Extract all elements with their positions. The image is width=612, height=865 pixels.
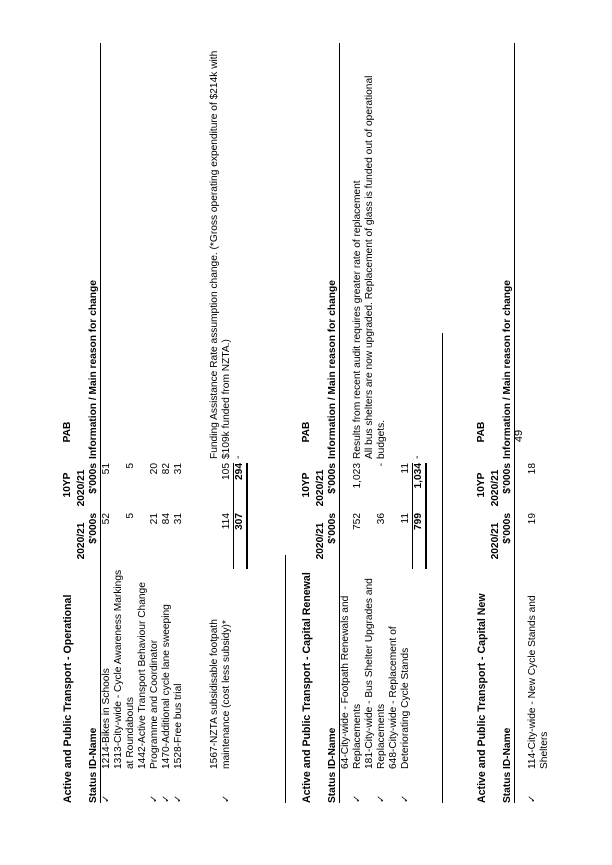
- col-header-period: 2020/21: [315, 522, 326, 560]
- total-reason: -: [233, 455, 244, 459]
- table-row: [137, 43, 161, 803]
- capital-renewal-section: [301, 43, 427, 803]
- capital-new-section: [476, 43, 551, 803]
- col-header-id-name: ID-Name: [502, 727, 513, 769]
- table-row: [113, 43, 137, 803]
- item-10yp-value: 36: [376, 513, 387, 525]
- item-pab-value: 20: [149, 463, 160, 475]
- item-reason: Results from recent audit requires greater rate of replacement: [352, 180, 363, 459]
- item-name: 1470-Additional cycle lane sweeping: [161, 604, 172, 769]
- item-pab-value: 51: [101, 463, 112, 475]
- item-10yp-value: 11: [400, 513, 411, 524]
- col-header-status: Status: [502, 771, 513, 803]
- operational-section: [62, 43, 248, 803]
- section-title: Active and Public Transport - Operational: [62, 594, 74, 803]
- item-10yp-value: 752: [352, 513, 363, 530]
- item-name: 1442-Active Transport Behaviour Change Programme and Coordinator: [137, 582, 160, 769]
- item-pab-value: 11: [400, 463, 411, 474]
- section-title: Active and Public Transport - Capital Renewal: [301, 572, 313, 803]
- col-header-period: 2020/21: [490, 469, 501, 507]
- item-10yp-value: 5: [125, 513, 136, 519]
- col-header-reason: Information / Main reason for change: [88, 280, 99, 459]
- item-10yp-value: 19: [527, 513, 538, 525]
- total-pab: 1,034: [412, 463, 427, 513]
- total-row: [412, 43, 427, 569]
- check-icon: ✓: [376, 794, 387, 803]
- col-header-status: Status: [88, 771, 99, 803]
- item-pab-value: 5: [125, 463, 136, 469]
- item-pab-value: 1,023: [352, 463, 363, 489]
- col-header-pab: PAB: [301, 421, 312, 443]
- divider: [285, 555, 286, 803]
- item-reason: All bus shelters are now upgraded. Replacement of glass is funded out of operational budgets.: [364, 75, 387, 459]
- table-row: [388, 43, 412, 803]
- item-pab-value: 105: [221, 463, 232, 480]
- item-pab-value: 31: [173, 463, 184, 475]
- col-header-reason: Information / Main reason for change: [327, 280, 338, 459]
- col-header-pab: PAB: [62, 421, 73, 443]
- col-header-status: Status: [327, 771, 338, 803]
- item-name: 181-City-wide - Bus Shelter Upgrades and Replacements: [364, 578, 387, 769]
- col-header-units: $'000s: [327, 463, 338, 494]
- table-row: [364, 43, 388, 803]
- item-name: 64-City-wide - Footpath Renewals and Replacements: [340, 595, 363, 769]
- item-pab-value: -: [376, 463, 387, 467]
- table-row: [101, 43, 113, 803]
- col-header-units: $'000s: [88, 463, 99, 494]
- check-icon: ✓: [149, 794, 160, 803]
- item-10yp-value: 21: [149, 513, 160, 525]
- col-header-period: 2020/21: [76, 469, 87, 507]
- item-name: 1214-Bikes in Schools: [101, 668, 112, 769]
- item-10yp-value: 52: [101, 513, 112, 525]
- divider: [442, 333, 443, 803]
- item-name: 648-City-wide - Replacement of Deteriorating Cycle Stands: [388, 626, 411, 769]
- check-icon: ✓: [161, 794, 172, 803]
- item-pab-value: 18: [527, 463, 538, 475]
- check-icon: ✓: [352, 794, 363, 803]
- col-header-id-name: ID-Name: [327, 727, 338, 769]
- item-pab-value: 82: [161, 463, 172, 475]
- col-header-reason: Information / Main reason for change: [502, 280, 513, 459]
- table-row: [209, 43, 233, 803]
- table-row: [173, 43, 185, 803]
- table-row: [161, 43, 173, 803]
- section-title: Active and Public Transport - Capital New: [476, 593, 488, 803]
- check-icon: ✓: [221, 794, 232, 803]
- col-header-10yp: 10YP: [301, 472, 312, 498]
- col-header-10yp: 10YP: [476, 472, 487, 498]
- col-header-units: $'000s: [502, 513, 513, 544]
- item-10yp-value: 84: [161, 513, 172, 525]
- item-reason: Funding Assistance Rate assumption change. (*Gross operating expenditure of $214k with $109k funded from NZTA.): [209, 50, 232, 459]
- page-number: 49: [513, 429, 525, 443]
- col-header-units: $'000s: [88, 513, 99, 544]
- item-name: 1313-City-wide - Cycle Awareness Markings at Roundabouts: [113, 569, 136, 769]
- item-name: 114-City-wide - New Cycle Stands and Shelters: [527, 595, 550, 769]
- col-header-period: 2020/21: [315, 469, 326, 507]
- col-header-units: $'000s: [502, 463, 513, 494]
- check-icon: ✓: [101, 794, 112, 803]
- col-header-period: 2020/21: [490, 522, 501, 560]
- check-icon: ✓: [527, 794, 538, 803]
- check-icon: ✓: [173, 794, 184, 803]
- total-reason: -: [412, 455, 423, 459]
- item-name: 1528-Free bus trial: [173, 683, 184, 769]
- check-icon: ✓: [400, 794, 411, 803]
- total-row: [233, 43, 248, 569]
- col-header-pab: PAB: [476, 421, 487, 443]
- total-pab: 294: [233, 463, 248, 513]
- table-row: [340, 43, 364, 803]
- col-header-period: 2020/21: [76, 522, 87, 560]
- total-10yp: 799: [412, 513, 427, 569]
- item-10yp-value: 31: [173, 513, 184, 525]
- col-header-units: $'000s: [327, 513, 338, 544]
- table-row: [527, 43, 551, 803]
- col-header-id-name: ID-Name: [88, 727, 99, 769]
- item-10yp-value: 114: [221, 513, 232, 530]
- col-header-10yp: 10YP: [62, 472, 73, 498]
- item-name: 1567-NZTA subsidisable footpath maintenance (cost less subsidy)*: [209, 619, 232, 769]
- total-10yp: 307: [233, 513, 248, 569]
